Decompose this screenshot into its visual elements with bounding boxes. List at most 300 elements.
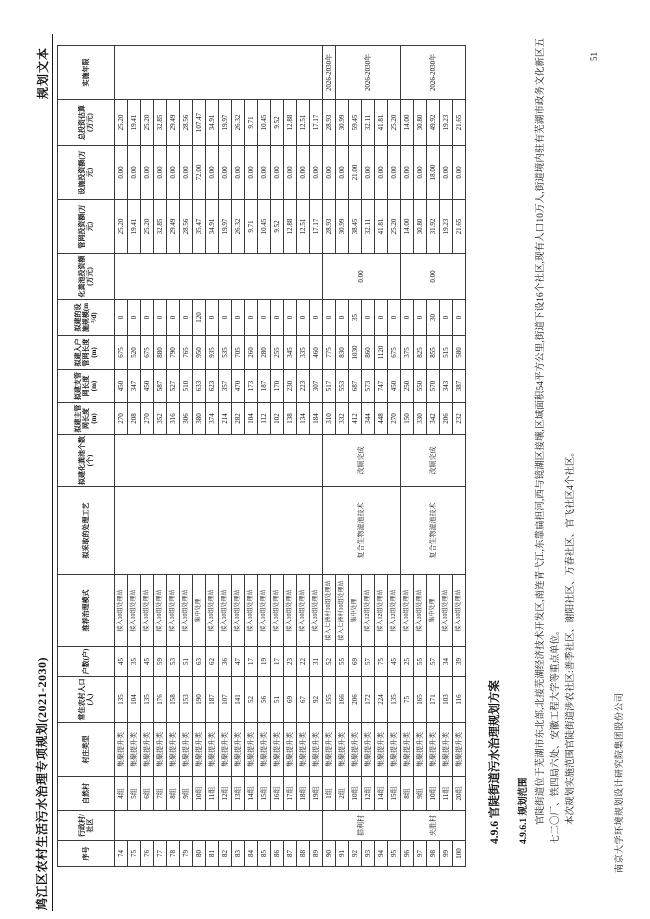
column-header-zg: 拟建主管网长度(m) xyxy=(58,403,115,435)
cell-gm: 0 xyxy=(323,300,336,336)
cell-lx: 集聚提升类 xyxy=(388,723,401,777)
cell-rh: 535 xyxy=(219,336,232,370)
cell-xh: 100 xyxy=(453,841,466,867)
cell-lx: 集聚提升类 xyxy=(206,723,219,777)
cell-gw: 9.71 xyxy=(245,200,258,254)
cell-lx: 集聚提升类 xyxy=(362,723,375,777)
cell-rh: 675 xyxy=(388,336,401,370)
cell-ms: 接入10组处理站 xyxy=(284,575,297,647)
cell-ms: 集中处理 xyxy=(193,575,206,647)
cell-ss: 0.00 xyxy=(245,146,258,200)
column-header-zt: 总投资估算(万元) xyxy=(58,100,115,146)
cell-gw: 19.97 xyxy=(219,200,232,254)
cell-ss: 0.00 xyxy=(271,146,284,200)
cell-gw: 32.11 xyxy=(362,200,375,254)
cell-rk: 107 xyxy=(219,677,232,723)
cell-ms: 集中处理 xyxy=(349,575,362,647)
cell-gm: 0 xyxy=(206,300,219,336)
cell-zrc: 13组 xyxy=(232,777,245,811)
cell-gw: 17.17 xyxy=(310,200,323,254)
cell-gm: 0 xyxy=(128,300,141,336)
cell-ss: 0.00 xyxy=(232,146,245,200)
merged-cell-gy xyxy=(115,487,323,575)
cell-zg: 316 xyxy=(167,403,180,435)
cell-zg: 102 xyxy=(271,403,284,435)
cell-zg: 112 xyxy=(258,403,271,435)
cell-zrc: 10组 xyxy=(193,777,206,811)
cell-zt: 21.65 xyxy=(453,100,466,146)
merged-cell-hfc: 0.00 xyxy=(323,254,401,300)
cell-hs: 52 xyxy=(323,647,336,677)
cell-rk: 51 xyxy=(271,677,284,723)
merged-cell-gs xyxy=(115,435,323,487)
document-title: 鸠江区农村生活污水治理专项规划(2021-2030) xyxy=(35,657,49,910)
cell-ss: 0.00 xyxy=(180,146,193,200)
sewage-treatment-plan-table xyxy=(57,45,466,867)
cell-lx: 集聚提升类 xyxy=(349,723,362,777)
cell-zhg: 187 xyxy=(258,370,271,403)
cell-rk: 92 xyxy=(310,677,323,723)
cell-rk: 176 xyxy=(154,677,167,723)
cell-zg: 282 xyxy=(232,403,245,435)
cell-zhg: 510 xyxy=(180,370,193,403)
cell-gw: 10.45 xyxy=(258,200,271,254)
cell-zhg: 470 xyxy=(232,370,245,403)
cell-rk: 135 xyxy=(115,677,128,723)
cell-rh: 790 xyxy=(167,336,180,370)
cell-xh: 82 xyxy=(219,841,232,867)
cell-zt: 17.17 xyxy=(310,100,323,146)
cell-zg: 134 xyxy=(297,403,310,435)
cell-lx: 集聚提升类 xyxy=(401,723,414,777)
cell-zt: 32.11 xyxy=(362,100,375,146)
cell-gm: 0 xyxy=(362,300,375,336)
document-header-right: 规划文本 xyxy=(36,46,50,99)
cell-lx: 集聚提升类 xyxy=(180,723,193,777)
cell-lx: 集聚提升类 xyxy=(193,723,206,777)
cell-zg: 184 xyxy=(310,403,323,435)
cell-gw: 28.93 xyxy=(323,200,336,254)
cell-gm: 0 xyxy=(219,300,232,336)
cell-hs: 63 xyxy=(193,647,206,677)
cell-zt: 9.52 xyxy=(271,100,284,146)
cell-rk: 206 xyxy=(349,677,362,723)
cell-zhg: 633 xyxy=(193,370,206,403)
cell-lx: 集聚提升类 xyxy=(115,723,128,777)
column-header-gs: 拟建化粪池个数(个) xyxy=(58,435,115,487)
cell-ms: 接入10组处理站 xyxy=(219,575,232,647)
cell-ms: 接入10组处理站 xyxy=(245,575,258,647)
cell-rh: 880 xyxy=(154,336,167,370)
column-header-zhg: 拟建支管网长度(m) xyxy=(58,370,115,403)
cell-rh: 345 xyxy=(284,336,297,370)
cell-rk: 153 xyxy=(180,677,193,723)
cell-ms: 集中处理 xyxy=(427,575,440,647)
cell-zrc: 8组 xyxy=(167,777,180,811)
cell-rk: 103 xyxy=(440,677,453,723)
cell-rh: 705 xyxy=(232,336,245,370)
column-header-lx: 村庄类型 xyxy=(58,723,115,777)
cell-rh: 255 xyxy=(271,336,284,370)
cell-hs: 45 xyxy=(141,647,154,677)
cell-rh: 460 xyxy=(310,336,323,370)
cell-hs: 17 xyxy=(245,647,258,677)
cell-ss: 0.00 xyxy=(115,146,128,200)
cell-gw: 30.80 xyxy=(414,200,427,254)
cell-ms: 接入10组处理站 xyxy=(180,575,193,647)
cell-zhg: 573 xyxy=(362,370,375,403)
cell-zrc: 9组 xyxy=(414,777,427,811)
cell-rh: 860 xyxy=(362,336,375,370)
cell-zrc: 20组 xyxy=(453,777,466,811)
cell-zrc: 12组 xyxy=(219,777,232,811)
cell-zrc: 4组 xyxy=(115,777,128,811)
cell-zrc: 6组 xyxy=(141,777,154,811)
cell-ss: 21.00 xyxy=(349,146,362,200)
column-header-zrc: 自然村 xyxy=(58,777,115,811)
cell-zt: 10.45 xyxy=(258,100,271,146)
cell-rh: 935 xyxy=(206,336,219,370)
column-header-nx: 实施年限 xyxy=(58,46,115,100)
cell-rk: 172 xyxy=(362,677,375,723)
cell-gw: 28.56 xyxy=(180,200,193,254)
cell-hs: 57 xyxy=(362,647,375,677)
cell-zhg: 230 xyxy=(284,370,297,403)
cell-zg: 138 xyxy=(284,403,297,435)
cell-ss: 0.00 xyxy=(128,146,141,200)
cell-zg: 412 xyxy=(349,403,362,435)
cell-xh: 76 xyxy=(141,841,154,867)
cell-zg: 104 xyxy=(245,403,258,435)
cell-zt: 25.20 xyxy=(115,100,128,146)
cell-gm: 0 xyxy=(154,300,167,336)
cell-rh: 1030 xyxy=(349,336,362,370)
cell-xh: 93 xyxy=(362,841,375,867)
cell-hs: 23 xyxy=(284,647,297,677)
cell-zhg: 450 xyxy=(115,370,128,403)
cell-zt: 25.20 xyxy=(388,100,401,146)
cell-zhg: 527 xyxy=(167,370,180,403)
cell-ss: 0.00 xyxy=(414,146,427,200)
cell-rk: 135 xyxy=(388,677,401,723)
cell-rh: 775 xyxy=(323,336,336,370)
cell-gw: 12.51 xyxy=(297,200,310,254)
column-header-xh: 序号 xyxy=(58,841,115,867)
cell-zt: 34.91 xyxy=(206,100,219,146)
merged-cell-gy: 复合生物滤池技术 xyxy=(323,487,401,575)
cell-gm: 0 xyxy=(167,300,180,336)
cell-gw: 31.92 xyxy=(427,200,440,254)
cell-zrc: 16组 xyxy=(271,777,284,811)
cell-zg: 270 xyxy=(388,403,401,435)
cell-zhg: 587 xyxy=(154,370,167,403)
cell-zt: 26.32 xyxy=(232,100,245,146)
cell-ms: 接入12组处理站 xyxy=(388,575,401,647)
cell-xh: 89 xyxy=(310,841,323,867)
cell-gm: 0 xyxy=(297,300,310,336)
cell-rk: 116 xyxy=(453,677,466,723)
column-header-xzc: 行政村/社区 xyxy=(58,811,115,841)
cell-ss: 0.00 xyxy=(154,146,167,200)
cell-ms: 接入10组处理站 xyxy=(167,575,180,647)
cell-lx: 集聚提升类 xyxy=(336,723,349,777)
cell-rh: 950 xyxy=(193,336,206,370)
cell-gw: 32.85 xyxy=(154,200,167,254)
cell-zg: 374 xyxy=(206,403,219,435)
cell-xh: 88 xyxy=(297,841,310,867)
column-header-hs: 户数(户) xyxy=(58,647,115,677)
cell-lx: 集聚提升类 xyxy=(128,723,141,777)
table-header xyxy=(58,46,115,867)
cell-rh: 280 xyxy=(258,336,271,370)
cell-xh: 83 xyxy=(232,841,245,867)
cell-lx: 集聚提升类 xyxy=(245,723,258,777)
cell-lx: 集聚提升类 xyxy=(323,723,336,777)
cell-lx: 集聚提升类 xyxy=(414,723,427,777)
cell-zt: 30.80 xyxy=(414,100,427,146)
column-header-rh: 拟建入户管网长度(m) xyxy=(58,336,115,370)
cell-rh: 675 xyxy=(115,336,128,370)
cell-zt: 32.85 xyxy=(154,100,167,146)
table-body xyxy=(115,46,466,867)
cell-ms: 接入10组处理站 xyxy=(115,575,128,647)
cell-ss: 0.00 xyxy=(310,146,323,200)
cell-ss: 0.00 xyxy=(284,146,297,200)
cell-zrc: 1组 xyxy=(323,777,336,811)
cell-ss: 0.00 xyxy=(401,146,414,200)
cell-rk: 141 xyxy=(232,677,245,723)
cell-hs: 19 xyxy=(258,647,271,677)
cell-gm: 0 xyxy=(388,300,401,336)
cell-zrc: 14组 xyxy=(245,777,258,811)
cell-zrc: 10组 xyxy=(427,777,440,811)
cell-zt: 28.93 xyxy=(323,100,336,146)
cell-hs: 39 xyxy=(453,647,466,677)
cell-zrc: 14组 xyxy=(375,777,388,811)
merged-cell-gs: 改厕完成 xyxy=(323,435,401,487)
cell-hs: 47 xyxy=(232,647,245,677)
cell-rk: 171 xyxy=(427,677,440,723)
cell-gw: 12.88 xyxy=(284,200,297,254)
cell-ms: 接入10组处理站 xyxy=(453,575,466,647)
cell-zt: 49.92 xyxy=(427,100,440,146)
cell-rk: 52 xyxy=(245,677,258,723)
table-row xyxy=(323,46,336,867)
cell-ms: 接入10组处理站 xyxy=(440,575,453,647)
cell-zg: 344 xyxy=(362,403,375,435)
cell-zrc: 10组 xyxy=(349,777,362,811)
cell-gm: 120 xyxy=(193,300,206,336)
cell-rk: 135 xyxy=(141,677,154,723)
cell-zg: 208 xyxy=(128,403,141,435)
cell-hs: 34 xyxy=(440,647,453,677)
cell-rk: 190 xyxy=(193,677,206,723)
cell-xh: 78 xyxy=(167,841,180,867)
cell-rk: 158 xyxy=(167,677,180,723)
cell-xh: 97 xyxy=(414,841,427,867)
cell-ss: 0.00 xyxy=(336,146,349,200)
cell-ms: 接入12组处理站 xyxy=(375,575,388,647)
cell-rh: 765 xyxy=(180,336,193,370)
cell-gm: 0 xyxy=(453,300,466,336)
cell-gm: 0 xyxy=(310,300,323,336)
cell-rk: 165 xyxy=(414,677,427,723)
cell-zhg: 307 xyxy=(310,370,323,403)
cell-xh: 74 xyxy=(115,841,128,867)
cell-xh: 80 xyxy=(193,841,206,867)
cell-zt: 14.00 xyxy=(401,100,414,146)
cell-xh: 94 xyxy=(375,841,388,867)
header-rule xyxy=(52,34,53,911)
section-4-9-6 xyxy=(486,38,579,844)
cell-rk: 224 xyxy=(375,677,388,723)
cell-gw: 19.23 xyxy=(440,200,453,254)
page-number: 51 xyxy=(589,52,599,61)
cell-ss: 0.00 xyxy=(323,146,336,200)
cell-zg: 306 xyxy=(180,403,193,435)
cell-zg: 352 xyxy=(154,403,167,435)
cell-ms: 接入10组处理站 xyxy=(401,575,414,647)
cell-gw: 30.99 xyxy=(336,200,349,254)
cell-lx: 集聚提升类 xyxy=(440,723,453,777)
cell-ss: 0.00 xyxy=(141,146,154,200)
cell-hs: 69 xyxy=(349,647,362,677)
cell-ms: 接入10组处理站 xyxy=(271,575,284,647)
merged-cell-xzc: 群利村 xyxy=(323,811,401,841)
cell-zhg: 450 xyxy=(141,370,154,403)
cell-zt: 25.20 xyxy=(141,100,154,146)
cell-gm: 0 xyxy=(180,300,193,336)
cell-xh: 99 xyxy=(440,841,453,867)
cell-hs: 31 xyxy=(310,647,323,677)
cell-gw: 41.81 xyxy=(375,200,388,254)
section-heading: 4.9.6 官陡街道污水治理规划方案 xyxy=(489,680,501,844)
cell-zg: 150 xyxy=(401,403,414,435)
cell-gm: 0 xyxy=(258,300,271,336)
cell-gm: 35 xyxy=(349,300,362,336)
cell-hs: 57 xyxy=(427,647,440,677)
cell-zrc: 7组 xyxy=(154,777,167,811)
cell-zt: 12.51 xyxy=(297,100,310,146)
cell-zg: 448 xyxy=(375,403,388,435)
cell-zt: 19.97 xyxy=(219,100,232,146)
cell-hs: 51 xyxy=(180,647,193,677)
cell-gw: 25.20 xyxy=(388,200,401,254)
merged-cell-gs: 改厕完成 xyxy=(401,435,466,487)
cell-xh: 77 xyxy=(154,841,167,867)
cell-lx: 集聚提升类 xyxy=(154,723,167,777)
cell-rh: 520 xyxy=(128,336,141,370)
cell-ms: 接入10组处理站 xyxy=(258,575,271,647)
cell-lx: 集聚提升类 xyxy=(232,723,245,777)
cell-rk: 75 xyxy=(401,677,414,723)
table-row xyxy=(115,46,128,867)
cell-zt: 19.23 xyxy=(440,100,453,146)
table-row xyxy=(401,46,414,867)
cell-zg: 330 xyxy=(414,403,427,435)
cell-zrc: 2组 xyxy=(336,777,349,811)
cell-ms: 接入10组处理站 xyxy=(310,575,323,647)
cell-zhg: 570 xyxy=(427,370,440,403)
column-header-ms: 推荐治理模式 xyxy=(58,575,115,647)
cell-zg: 270 xyxy=(141,403,154,435)
cell-hs: 22 xyxy=(297,647,310,677)
column-header-gm: 拟建的设施规模(m³/d) xyxy=(58,300,115,336)
cell-ss: 0.00 xyxy=(388,146,401,200)
cell-zhg: 347 xyxy=(128,370,141,403)
cell-rh: 1120 xyxy=(375,336,388,370)
cell-zrc: 5组 xyxy=(128,777,141,811)
cell-gw: 14.00 xyxy=(401,200,414,254)
cell-hs: 45 xyxy=(388,647,401,677)
merged-cell-nx: 2026-2030年 xyxy=(401,46,466,100)
cell-gw: 21.65 xyxy=(453,200,466,254)
cell-rh: 825 xyxy=(414,336,427,370)
cell-gw: 34.91 xyxy=(206,200,219,254)
cell-zrc: 11组 xyxy=(206,777,219,811)
cell-rh: 260 xyxy=(245,336,258,370)
cell-ms: 接入10组处理站 xyxy=(414,575,427,647)
cell-zrc: 15组 xyxy=(258,777,271,811)
cell-zt: 12.88 xyxy=(284,100,297,146)
cell-xh: 75 xyxy=(128,841,141,867)
cell-ss: 0.00 xyxy=(206,146,219,200)
cell-lx: 集聚提升类 xyxy=(167,723,180,777)
cell-zg: 214 xyxy=(219,403,232,435)
cell-zg: 342 xyxy=(427,403,440,435)
merged-cell-hfc: 0.00 xyxy=(401,254,466,300)
cell-zt: 28.56 xyxy=(180,100,193,146)
cell-hs: 35 xyxy=(128,647,141,677)
cell-ms: 接入10组处理站 xyxy=(128,575,141,647)
cell-gw: 38.45 xyxy=(349,200,362,254)
cell-ms: 接入10组处理站 xyxy=(206,575,219,647)
cell-ss: 0.00 xyxy=(297,146,310,200)
cell-zhg: 387 xyxy=(453,370,466,403)
cell-zt: 107.47 xyxy=(193,100,206,146)
merged-cell-nx xyxy=(115,46,323,100)
cell-gw: 29.49 xyxy=(167,200,180,254)
cell-ss: 18.00 xyxy=(427,146,440,200)
cell-zg: 206 xyxy=(440,403,453,435)
cell-rk: 166 xyxy=(336,677,349,723)
cell-gw: 26.32 xyxy=(232,200,245,254)
column-header-ss: 设施投资额(万元) xyxy=(58,146,115,200)
cell-xh: 79 xyxy=(180,841,193,867)
column-header-gy: 拟采取的处理工艺 xyxy=(58,487,115,575)
merged-cell-xzc xyxy=(115,811,323,841)
merged-cell-xzc: 夹胜村 xyxy=(401,811,466,841)
cell-zt: 59.45 xyxy=(349,100,362,146)
cell-zhg: 173 xyxy=(245,370,258,403)
cell-ss: 0.00 xyxy=(219,146,232,200)
cell-zrc: 12组 xyxy=(362,777,375,811)
cell-xh: 81 xyxy=(206,841,219,867)
cell-hs: 45 xyxy=(115,647,128,677)
cell-ss: 72.00 xyxy=(193,146,206,200)
cell-zhg: 170 xyxy=(271,370,284,403)
cell-rh: 335 xyxy=(297,336,310,370)
cell-gw: 25.20 xyxy=(141,200,154,254)
cell-hs: 17 xyxy=(271,647,284,677)
cell-rk: 56 xyxy=(258,677,271,723)
cell-zg: 270 xyxy=(115,403,128,435)
cell-rh: 580 xyxy=(453,336,466,370)
cell-zrc: 9组 xyxy=(180,777,193,811)
cell-xh: 95 xyxy=(388,841,401,867)
cell-hs: 62 xyxy=(206,647,219,677)
merged-cell-nx: 2026-2030年 xyxy=(336,46,401,100)
